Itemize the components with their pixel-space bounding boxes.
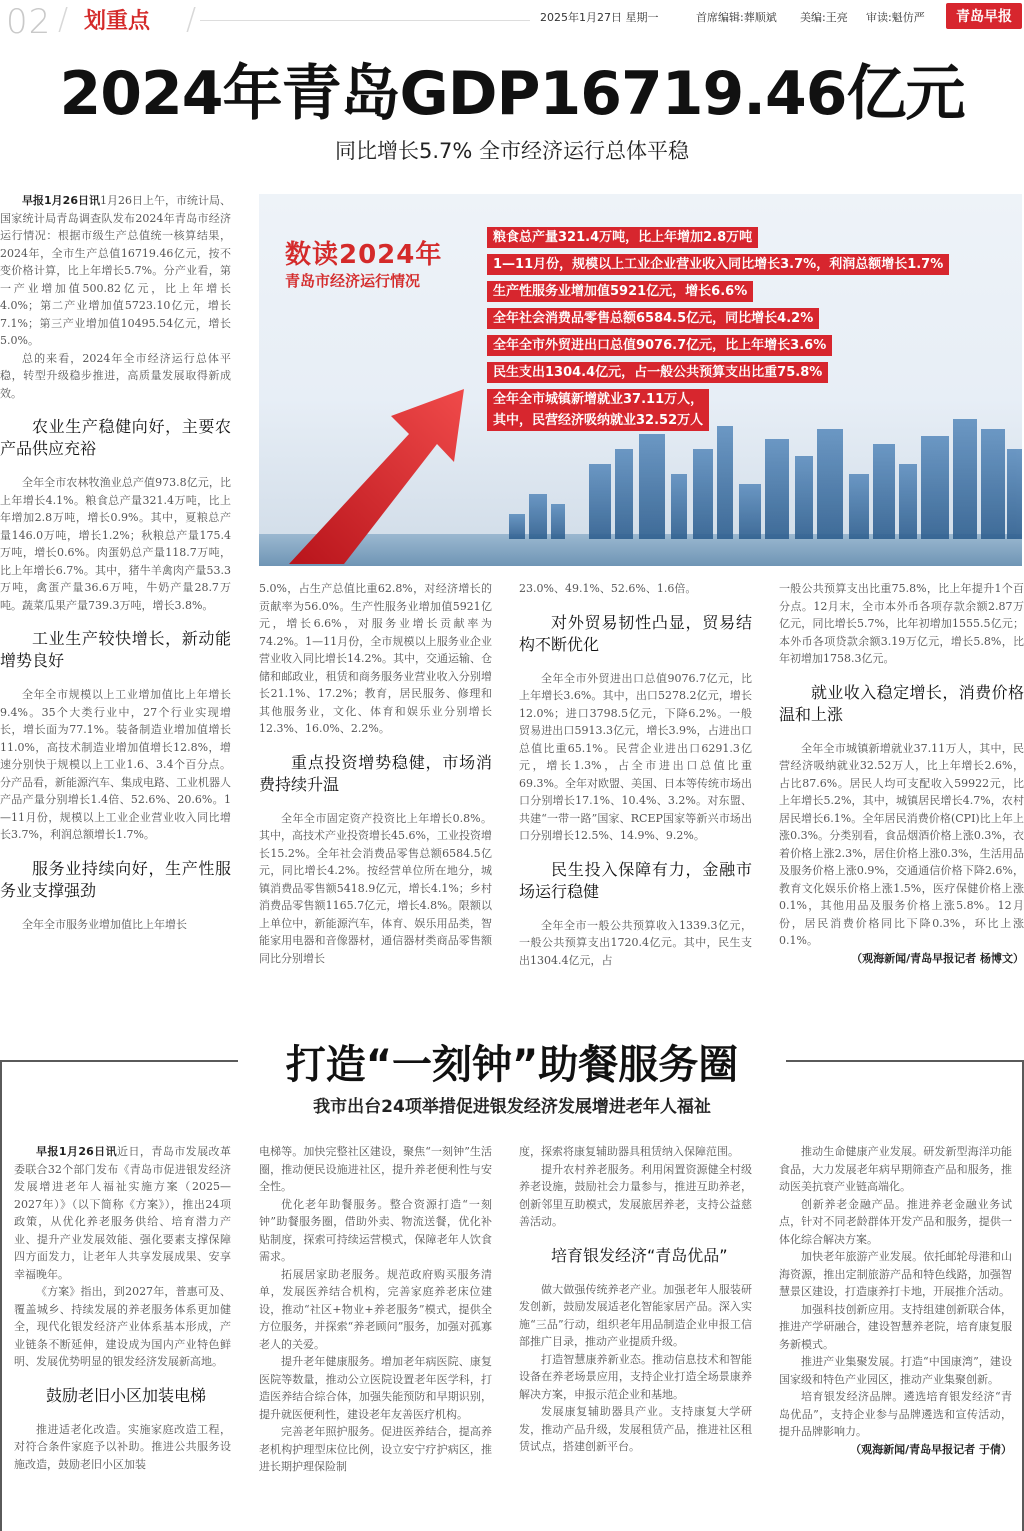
header-divider: /	[58, 2, 69, 37]
paragraph: 做大做强传统养老产业。加强老年人服装研发创新，鼓励发展适老化智能家居产品。深入实施“三品”行动，组织老年用品制造企业申报工信部推广目录，推动产业提质升级。	[519, 1282, 752, 1348]
subheading-brand: 培育银发经济“青岛优品”	[551, 1245, 728, 1265]
proofreader: 审读:魁仿严	[866, 11, 925, 24]
paragraph: 全年全市规模以上工业增加值比上年增长9.4%。35个大类行业中，27个行业实现增长，增长面为77.1%。装备制造业增加值增长11.0%，高技术制造业增加值增长12.8%，增速分别快于规模以上工业1.6、3.4个百分点。分产品看，新能源汽车、集成电路、工业机器人产品产量分别增长1.4倍、52.6%、20.6%。1—11月份，规模以上工业企业营业收入同比增长3.7%，利润总额增长1.7%。	[0, 688, 231, 841]
paragraph: 全年全市固定资产投资比上年增长0.8%。其中，高技术产业投资增长45.6%，工业投资增长15.2%。全年社会消费品零售总额6584.5亿元，同比增长4.2%。按经营单位所在地分，城镇消费品零售额5418.9亿元，增长4.1%；乡村消费品零售额1165.7亿元，增长4.8%。限额以上单位中，新能源汽车，体育、娱乐用品类，智能家用电器和音像器材，通信器材类商品零售额同比分别增长	[259, 811, 492, 965]
subheading-agriculture: 农业生产稳健向好，主要农产品供应充裕	[0, 417, 231, 458]
header-divider: /	[186, 2, 197, 37]
article1-column-4	[779, 580, 1024, 1004]
paragraph: 推动生命健康产业发展。研发新型海洋功能食品，大力发展老年病早期筛查产品和服务，推动医美抗衰产业链高端化。	[779, 1145, 1012, 1193]
stat-services: 生产性服务业增加值5921亿元，增长6.6%	[487, 281, 753, 302]
paragraph: 近日，青岛市发展改革委联合32个部门发布《青岛市促进银发经济发展增进老年人福祉实施方案（2025—2027年）》（以下简称《方案》），推出24项政策，从优化养老服务供给、培育潜力产业、提升产业发展效能、强化要素支撑保障四方面发力，让老年人共享发展成果、安享幸福晚年。	[14, 1145, 231, 1281]
paragraph: 推进产业集聚发展。打造“中国康湾”，建设国家级和特色产业园区，推动产业集聚创新。	[779, 1355, 1012, 1386]
stat-trade: 全年全市外贸进出口总值9076.7亿元，比上年增长3.6%	[487, 335, 832, 356]
subheading-employment: 就业收入稳定增长，消费价格温和上涨	[779, 682, 1024, 724]
chief-editor: 首席编辑:葬顺斌	[696, 11, 777, 24]
paragraph: 完善老年照护服务。促进医养结合，提高养老机构护理型床位比例，设立安宁疗护病区，推进长期护理保险制	[259, 1425, 492, 1473]
issue-date: 2025年1月27日 星期一	[540, 11, 659, 24]
paragraph: 创新养老金融产品。推进养老金融业务试点，针对不同老龄群体开发产品和服务，提供一体化综合解决方案。	[779, 1197, 1012, 1246]
stat-industry: 1—11月份，规模以上工业企业营业收入同比增长3.7%，利润总额增长1.7%	[487, 254, 949, 275]
stat-retail: 全年社会消费品零售总额6584.5亿元，同比增长4.2%	[487, 308, 819, 329]
infographic-title: 数读2024年	[285, 240, 443, 270]
article1-column-2	[259, 580, 492, 1004]
paragraph: 发展康复辅助器具产业。支持康复大学研发，推动产品升级，发展租赁产品，推进社区租赁试点，搭建创新平台。	[519, 1405, 752, 1453]
paragraph: 打造智慧康养新业态。推动信息技术和智能设备在养老场景应用，支持企业打造全场景康养解决方案，申报示范企业和基地。	[519, 1352, 752, 1401]
paragraph: 全年全市城镇新增就业37.11万人，其中，民营经济吸纳就业32.52万人，比上年增长2.6%，占比87.6%。居民人均可支配收入59922元，比上年增长5.2%，其中，城镇居民增长4.7%，农村居民增长6.1%。全年居民消费价格(CPI)比上年上涨0.3%。分类别看，食品烟酒价格上涨0.3%，衣着价格上涨2.3%，居住价格上涨0.3%，生活用品及服务价格上涨0.9%，交通通信价格下降2.6%，教育文化娱乐价格上涨1.5%，医疗保健价格上涨0.1%，其他用品及服务价格上涨5.8%。12月份，居民消费价格同比下降0.3%，环比上涨0.1%。	[779, 741, 1024, 947]
subheading-services: 服务业持续向好，生产性服务业支撑强劲	[0, 858, 231, 900]
paragraph: 一般公共预算支出比重75.8%，比上年提升1个百分点。12月末，全市本外币各项存款余额2.87万亿元，同比增长5.7%，比年初增加1555.5亿元；本外币各项贷款余额3.19万亿元，增长5.8%，比年初增加1758.3亿元。	[779, 582, 1024, 665]
newspaper-logo: 青岛早报	[946, 3, 1022, 29]
paragraph: 电梯等。加快完整社区建设，聚焦“一刻钟”生活圈，推动便民设施进社区，提升养老便利性与安全性。	[259, 1145, 492, 1193]
section-name: 划重点	[84, 9, 151, 34]
paragraph: 全年全市外贸进出口总值9076.7亿元，比上年增长3.6%。其中，出口5278.2亿元，增长12.0%；进口3798.5亿元，下降6.2%。一般贸易进出口5913.3亿元，增长3.9%，占进出口总值比重65.1%。民营企业进出口6291.3亿元，增长1.3%，占全市进出口总值比重69.3%。全年对欧盟、美国、日本等传统市场出口分别增长17.1%、10.4%、3.2%。对东盟、共建“一带一路”国家、RCEP国家等新兴市场出口分别增长12.5%、14.9%、9.2%。	[519, 671, 752, 842]
paragraph: 优化老年助餐服务。整合资源打造“一刻钟”助餐服务圈，借助外卖、物流送餐，优化补贴制度，探索可持续运营模式，保障老年人饮食需求。	[259, 1197, 492, 1263]
stat-livelihood: 民生支出1304.4亿元，占一般公共预算支出比重75.8%	[487, 362, 828, 383]
stat-grain: 粮食总产量321.4万吨，比上年增加2.8万吨	[487, 227, 758, 248]
paragraph: 全年全市农林牧渔业总产值973.8亿元，比上年增长4.1%。粮食总产量321.4万吨，比上年增加2.8万吨，增长0.9%。其中，夏粮总产量146.0万吨，增长1.2%；秋粮总产量175.4万吨，增长0.6%。肉蛋奶总产量118.7万吨，比上年增长6.7%。其中，猪牛羊禽肉产量53.3万吨，禽蛋产量36.6万吨，牛奶产量28.7万吨。蔬菜瓜果产量739.3万吨，增长3.8%。	[0, 476, 231, 612]
article1-headline: 2024年青岛GDP16719.46亿元	[59, 59, 965, 129]
article1-column-1	[0, 192, 231, 1004]
paragraph: 全年全市一般公共预算收入1339.3亿元，一般公共预算支出1720.4亿元。其中，民生支出1304.4亿元，占	[519, 918, 752, 967]
paragraph: 《方案》指出，到2027年，普惠可及、覆盖城乡、持续发展的养老服务体系更加健全，现代化银发经济产业体系基本形成，产业链条不断延伸，建设成为国内产业特色鲜明、发展优势明显的银发经济发展新高地。	[14, 1285, 231, 1368]
article2-column-2	[259, 1143, 492, 1527]
paragraph: 提升老年健康服务。增加老年病医院、康复医院等数量，推动公立医院设置老年医学科，打造医养结合综合体，加强失能预防和早期识别，提升就医便利性，建设老年友善医疗机构。	[259, 1355, 492, 1421]
dateline: 早报1月26日讯	[36, 1145, 118, 1158]
infographic-subtitle: 青岛市经济运行情况	[285, 272, 421, 290]
paragraph: 加快老年旅游产业发展。依托邮轮母港和山海资源，推出定制旅游产品和特色线路，加强智慧景区建设，打造康养打卡地，开展推介活动。	[779, 1250, 1012, 1298]
paragraph: 总的来看，2024年全市经济运行总体平稳，转型升级稳步推进，高质量发展取得新成效。	[0, 351, 231, 400]
byline: （观海新闻/青岛早报记者 杨博文）	[851, 951, 1024, 965]
subheading-trade: 对外贸易韧性凸显，贸易结构不断优化	[519, 612, 752, 654]
paragraph: 23.0%、49.1%、52.6%、1.6倍。	[519, 582, 697, 595]
subheading-finance: 民生投入保障有力，金融市场运行稳健	[519, 859, 752, 901]
paragraph: 全年全市服务业增加值比上年增长	[22, 917, 187, 931]
paragraph: 加强科技创新应用。支持组建创新联合体，推进产学研融合，建设智慧养老院，培育康复服务新模式。	[779, 1302, 1012, 1351]
subheading-industry: 工业生产较快增长，新动能增势良好	[0, 629, 231, 670]
article2-column-1	[14, 1143, 231, 1527]
paragraph: 推进适老化改造。实施家庭改造工程，对符合条件家庭予以补助。推进公共服务设施改造，鼓励老旧小区加装	[14, 1422, 231, 1471]
paragraph: 度，探索将康复辅助器具租赁纳入保障范围。	[519, 1145, 739, 1158]
paragraph: 提升农村养老服务。利用闲置资源健全村级养老设施，鼓励社会力量参与，推进互助养老，创新邻里互助模式，发展旅居养老，支持公益慈善活动。	[519, 1162, 752, 1228]
infographic-banner	[259, 194, 1022, 566]
article1-subhead: 同比增长5.7% 全市经济运行总体平稳	[334, 139, 690, 163]
subheading-investment: 重点投资增势稳健，市场消费持续升温	[259, 752, 492, 794]
paragraph: 1月26日上午，市统计局、国家统计局青岛调查队发布2024年青岛市经济运行情况：根据市级生产总值统一核算结果，2024年，全市生产总值16719.46亿元，按不变价格计算，比上年增长5.7%。分产业看，第一产业增加值500.82亿元，比上年增长4.0%；第二产业增加值5723.10亿元，增长7.1%；第三产业增加值10495.54亿元，增长5.0%。	[0, 194, 231, 347]
stat-employment: 全年全市城镇新增就业37.11万人， 其中，民营经济吸纳就业32.52万人	[487, 389, 709, 431]
paragraph: 5.0%，占生产总值比重62.8%，对经济增长的贡献率为56.0%。生产性服务业增加值5921亿元，增长6.6%，对服务业增长贡献率为74.2%。1—11月份，全市规模以上服务业企业营业收入同比增长14.2%。其中，交通运输、仓储和邮政业，租赁和商务服务业营业收入分别增长21.1%、17.2%；教育，居民服务、修理和其他服务业，文化、体育和娱乐业分别增长12.3%、16.0%、2.2%。	[259, 582, 492, 735]
paragraph: 培育银发经济品牌。遴选培育银发经济“青岛优品”，支持企业参与品牌遴选和宣传活动，提升品牌影响力。	[779, 1390, 1012, 1438]
article2-column-3	[519, 1143, 752, 1527]
dateline: 早报1月26日讯	[22, 194, 100, 207]
page-number: 02	[6, 2, 52, 42]
article2-column-4	[779, 1143, 1012, 1527]
byline: （观海新闻/青岛早报记者 于倩）	[850, 1442, 1012, 1456]
article1-column-3	[519, 580, 752, 1004]
art-editor: 美编:王亮	[800, 11, 848, 24]
subheading-elevators: 鼓励老旧小区加装电梯	[46, 1385, 207, 1405]
header-rule	[200, 20, 530, 21]
article2-subhead: 我市出台24项举措促进银发经济发展增进老年人福祉	[313, 1097, 711, 1117]
paragraph: 拓展居家助老服务。规范政府购买服务清单，发展医养结合机构，完善家庭养老床位建设，推动“社区+物业+养老服务”模式，提供全方位服务，并探索“养老顾问”服务，加强对孤寡老人的关爱。	[259, 1267, 492, 1351]
article2-headline: 打造“一刻钟”助餐服务圈	[285, 1042, 739, 1088]
